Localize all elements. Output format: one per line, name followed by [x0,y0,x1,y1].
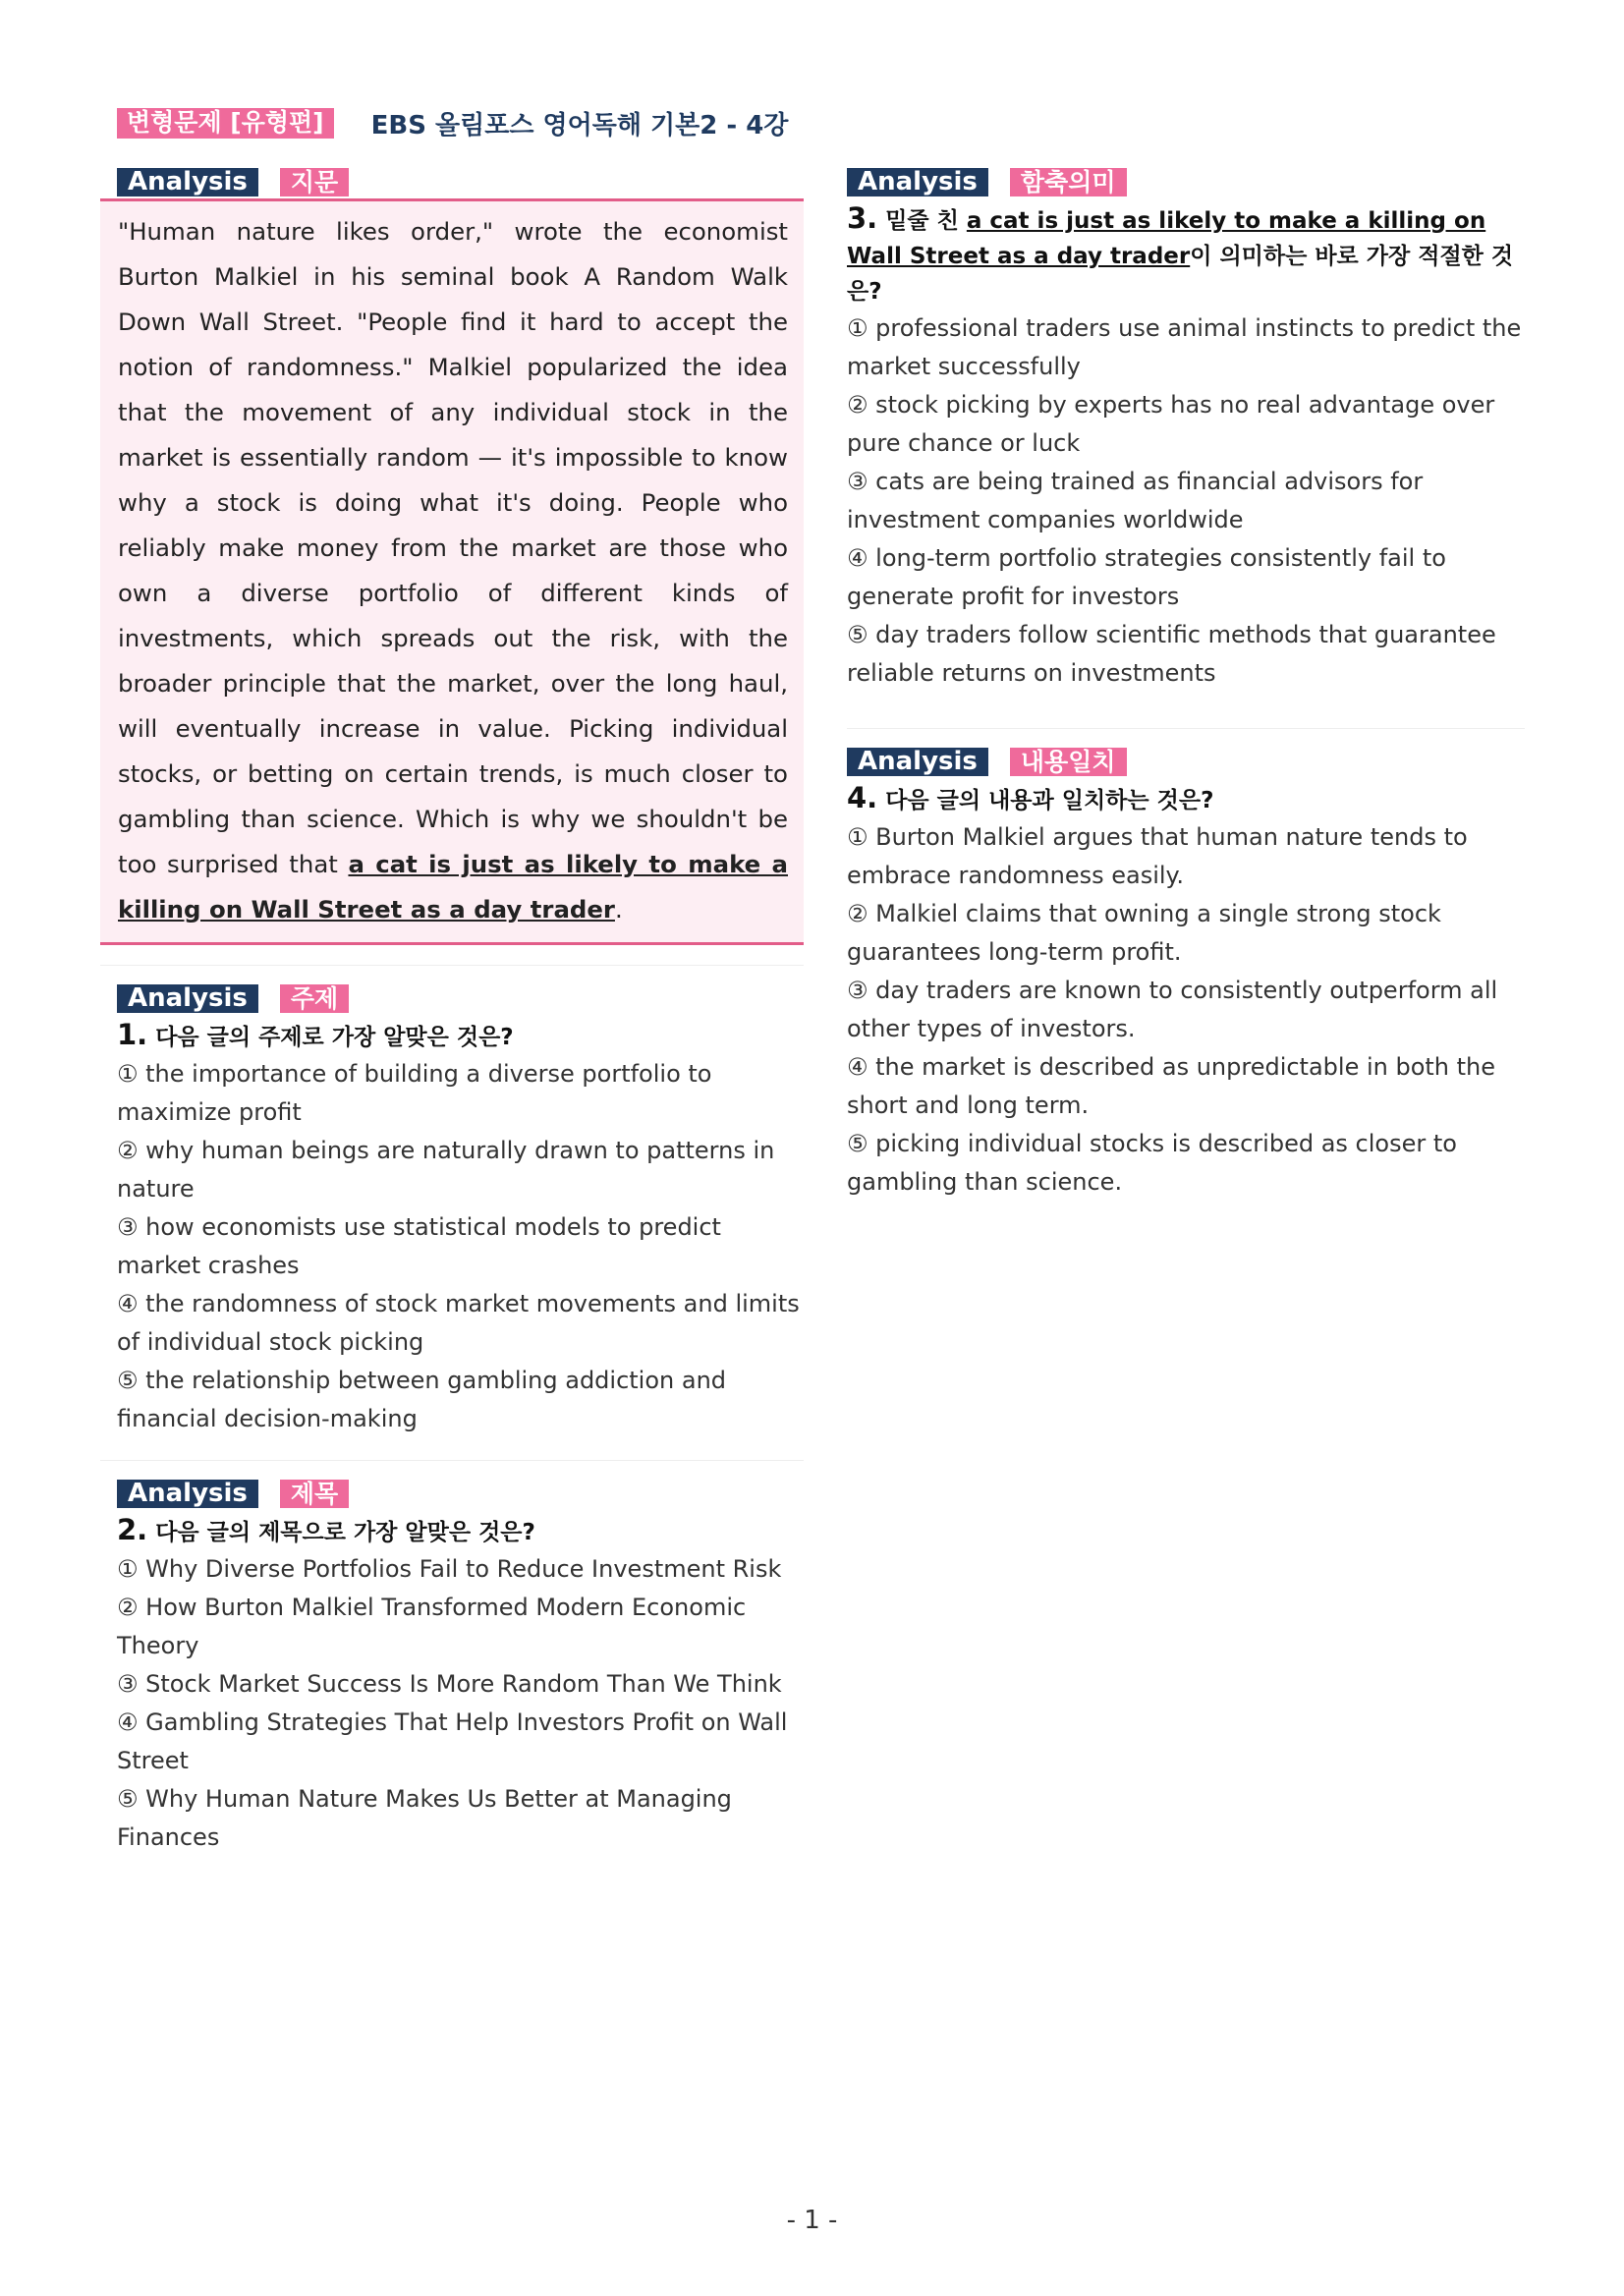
q3-option-1[interactable]: ① professional traders use animal instincts to predict the market successfully [847,314,1522,380]
q3-option-4[interactable]: ④ long-term portfolio strategies consistently fail to generate profit for investors [847,544,1446,610]
q3-number: 3. [847,201,878,235]
page-number: - 1 - [786,2206,838,2235]
passage-text [118,209,788,932]
page-header [117,105,788,141]
topic-tag: 주제 [280,984,349,1013]
q1-option-1[interactable]: ① the importance of building a diverse portfolio to maximize profit [117,1060,712,1126]
q1-number: 1. [117,1018,148,1051]
q2-option-2[interactable]: ② How Burton Malkiel Transformed Modern Economic Theory [117,1594,747,1659]
q1-option-4[interactable]: ④ the randomness of stock market movements and limits of individual stock picking [117,1290,800,1356]
question-1 [100,983,804,1438]
section-divider [100,965,804,966]
q3-options [847,309,1525,693]
passage-text-body: "Human nature likes order," wrote the economist Burton Malkiel in his seminal book A Random Walk Down Wall Street. "People find it hard to accept the notion of randomness." Malkiel popularized the idea that the movement of any individual stock in the market is essentially random — it's impossible to know why a stock is doing what it's doing. People who reliably make money from the market are those who own a diverse portfolio of different kinds of investments, which spreads out the risk, with the broader principle that the market, over the long haul, will eventually increase in value. Picking individual stocks, or betting on certain trends, is much closer to gambling than science. Which is why we shouldn't be too surprised that [118,217,788,878]
q2-section-label [117,1479,804,1508]
analysis-label: Analysis [847,168,988,196]
passage-tag: 지문 [280,168,349,196]
q1-title [117,1017,804,1055]
passage-text-end: . [614,895,623,924]
content-match-tag: 내용일치 [1010,748,1127,776]
q1-section-label [117,983,804,1013]
q4-option-5[interactable]: ⑤ picking individual stocks is described as closer to gambling than science. [847,1130,1457,1196]
question-2 [100,1479,804,1857]
q4-option-4[interactable]: ④ the market is described as unpredictable in both the short and long term. [847,1053,1496,1119]
analysis-label: Analysis [117,984,258,1013]
q3-underlined-phrase: a cat is just as likely to make a killing on Wall Street as a day trader [847,208,1486,269]
passage-section-label [117,167,804,196]
implication-tag: 함축의미 [1010,168,1127,196]
q2-option-4[interactable]: ④ Gambling Strategies That Help Investors Profit on Wall Street [117,1708,788,1774]
q2-question: 다음 글의 제목으로 가장 알맞은 것은? [155,1520,535,1545]
question-4 [847,747,1525,1202]
analysis-label: Analysis [847,748,988,776]
q4-option-1[interactable]: ① Burton Malkiel argues that human nature tends to embrace randomness easily. [847,823,1468,889]
q4-option-2[interactable]: ② Malkiel claims that owning a single strong stock guarantees long-term profit. [847,900,1441,966]
worksheet-title: EBS 올림포스 영어독해 기본2 - 4강 [370,111,789,140]
q4-title [847,780,1525,818]
q2-option-3[interactable]: ③ Stock Market Success Is More Random Than We Think [117,1670,782,1698]
q3-question-prefix: 밑줄 친 [885,208,967,234]
passage-box [100,198,804,945]
section-divider [100,1460,804,1461]
question-3 [847,167,1525,693]
q4-number: 4. [847,781,878,814]
q4-options [847,818,1525,1202]
analysis-label: Analysis [117,1480,258,1508]
right-column [847,167,1525,1202]
q4-option-3[interactable]: ③ day traders are known to consistently outperform all other types of investors. [847,977,1498,1042]
analysis-label: Analysis [117,168,258,196]
worksheet-type-tag: 변형문제 [유형편] [117,108,334,139]
q3-question-suffix: 이 의미하는 바로 가장 적절한 것은? [847,244,1514,305]
q4-question: 다음 글의 내용과 일치하는 것은? [885,788,1214,813]
q1-options [117,1055,804,1438]
q1-option-3[interactable]: ③ how economists use statistical models to predict market crashes [117,1213,721,1279]
q3-section-label [847,167,1525,196]
q2-number: 2. [117,1513,148,1546]
q2-option-1[interactable]: ① Why Diverse Portfolios Fail to Reduce Investment Risk [117,1555,782,1583]
q3-option-5[interactable]: ⑤ day traders follow scientific methods that guarantee reliable returns on investments [847,621,1496,687]
q1-question: 다음 글의 주제로 가장 알맞은 것은? [155,1025,514,1050]
passage-underlined-phrase: a cat is just as likely to make a killing on Wall Street as a day trader [118,850,788,924]
q4-section-label [847,747,1525,776]
left-column [100,167,804,1857]
section-divider [847,728,1525,729]
q2-options [117,1550,804,1857]
q1-option-5[interactable]: ⑤ the relationship between gambling addiction and financial decision-making [117,1367,727,1432]
q2-title [117,1512,804,1550]
q1-option-2[interactable]: ② why human beings are naturally drawn to patterns in nature [117,1137,775,1203]
title-tag: 제목 [280,1480,349,1508]
q2-option-5[interactable]: ⑤ Why Human Nature Makes Us Better at Managing Finances [117,1785,732,1851]
q3-title [847,200,1525,309]
q3-option-3[interactable]: ③ cats are being trained as financial advisors for investment companies worldwide [847,468,1424,533]
q3-option-2[interactable]: ② stock picking by experts has no real advantage over pure chance or luck [847,391,1495,457]
